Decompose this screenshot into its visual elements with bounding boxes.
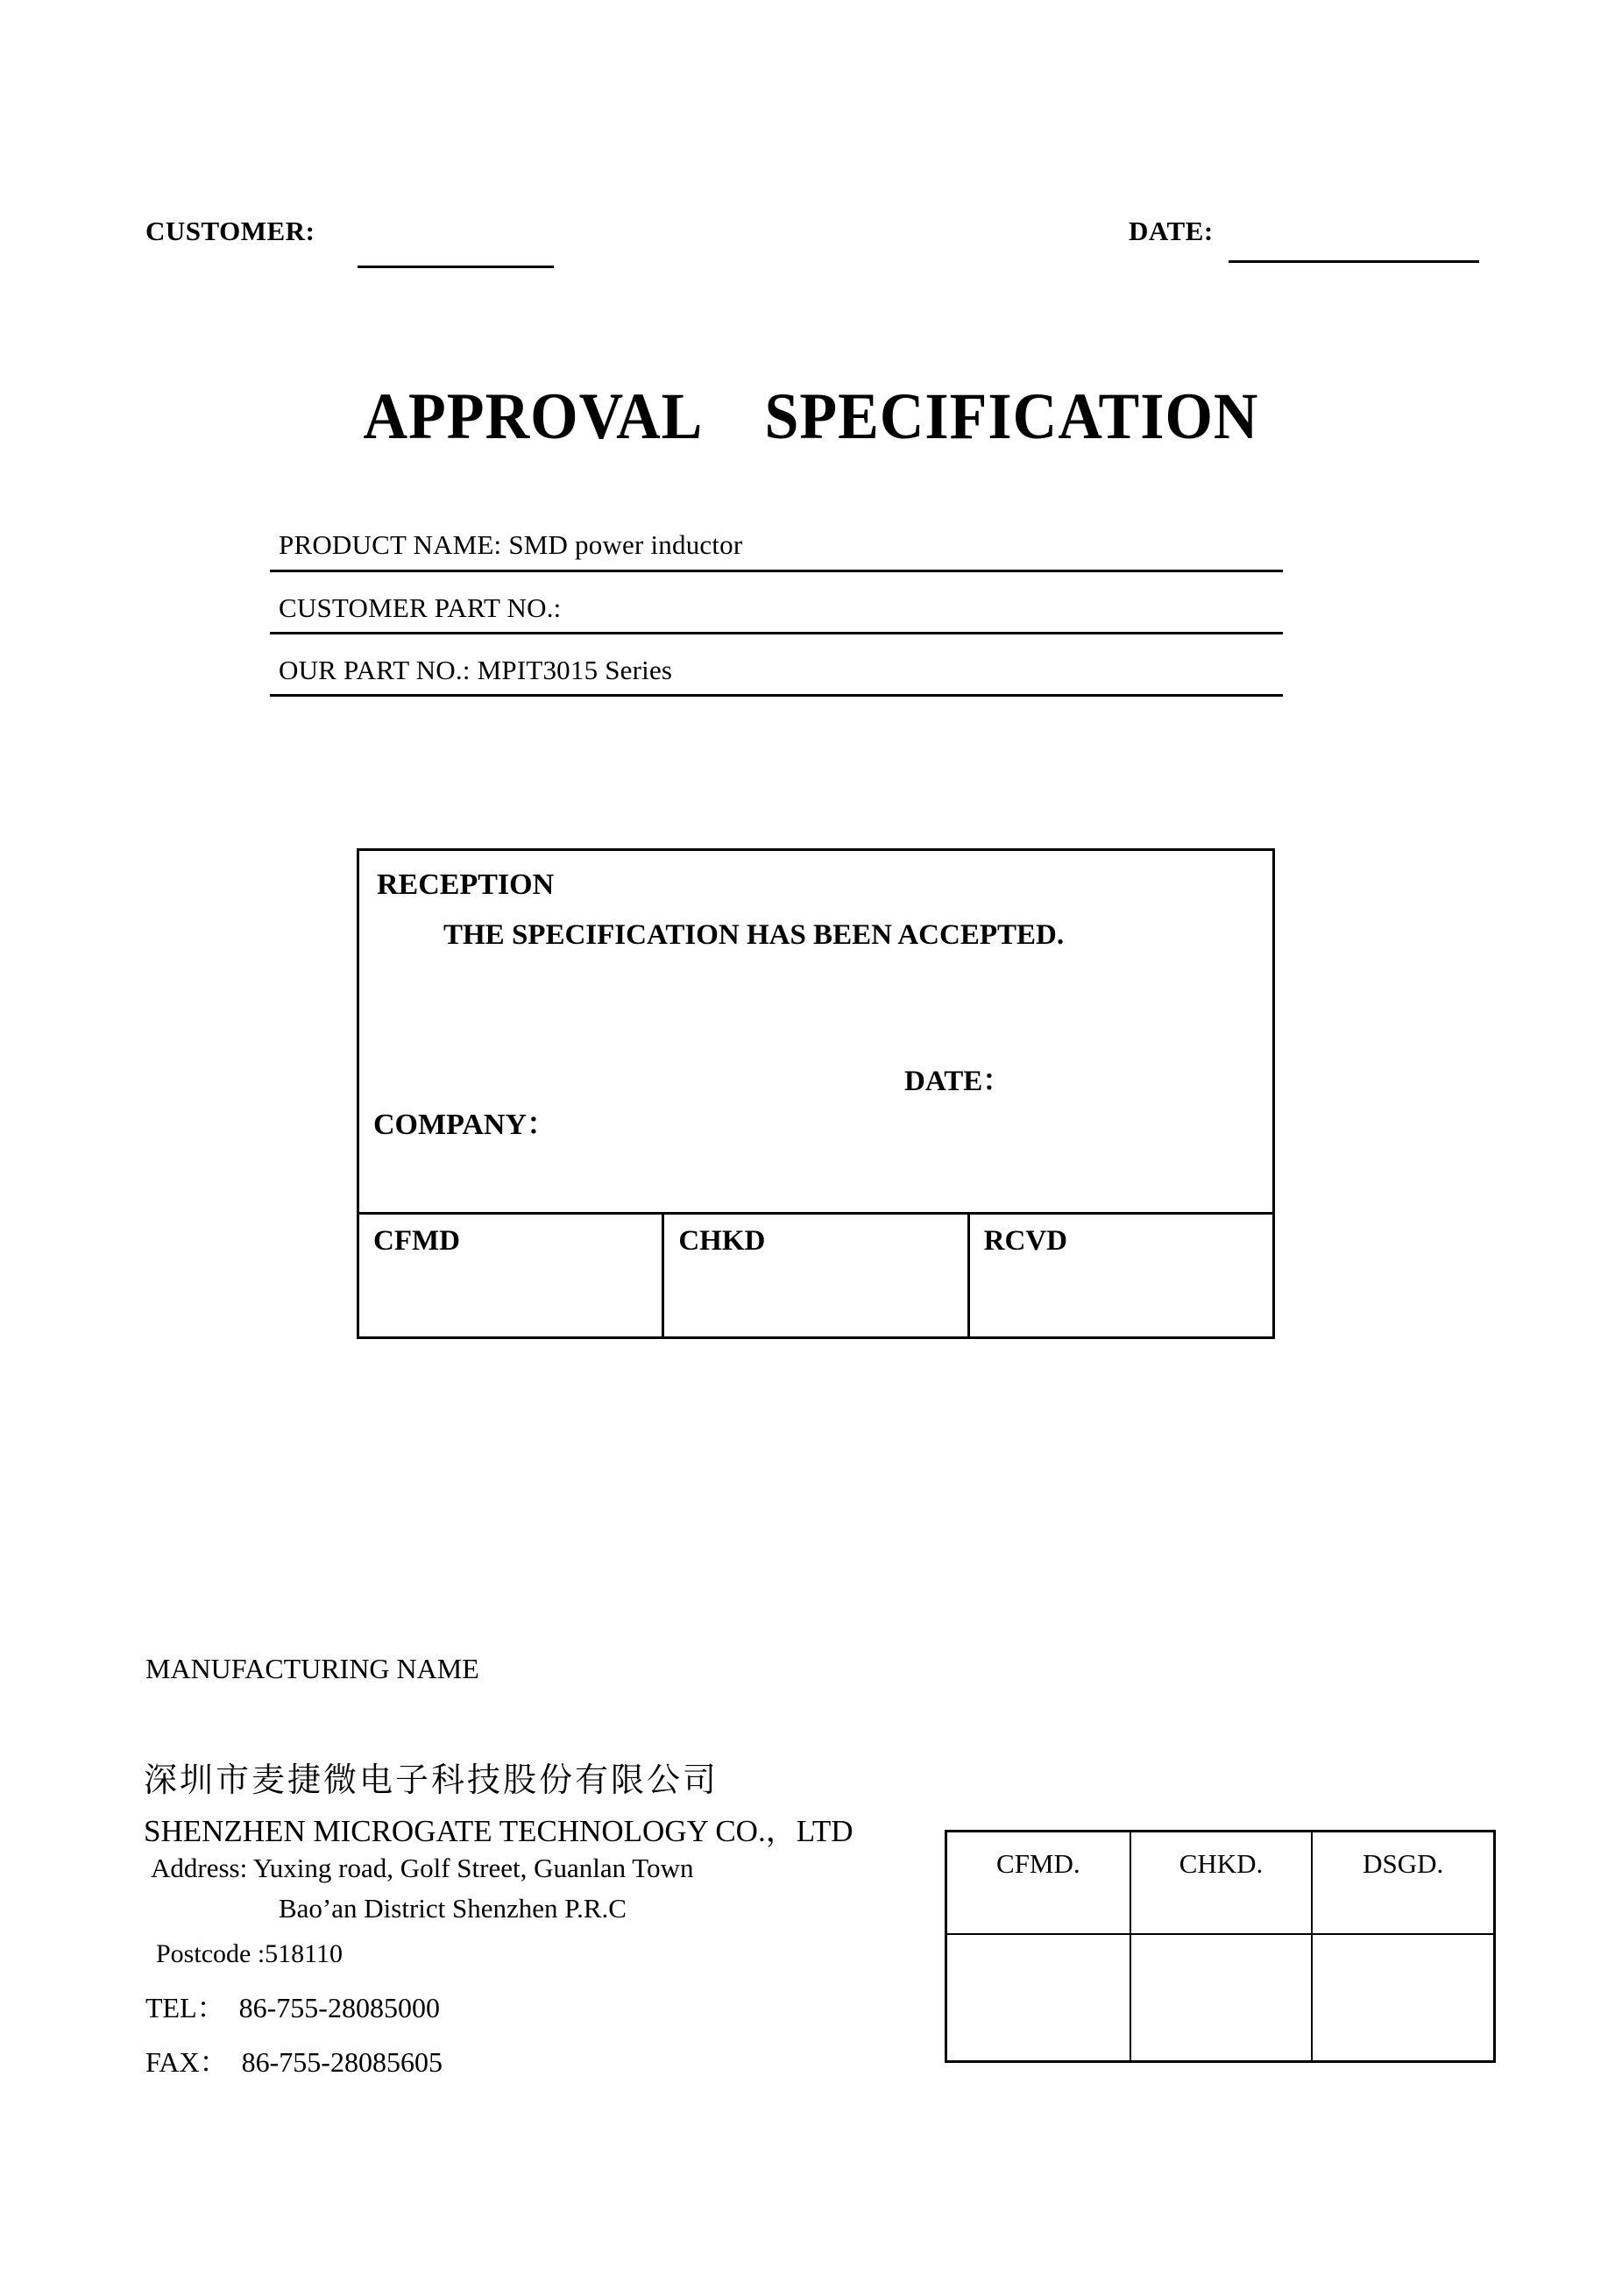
manufacturer-address-line2: Bao’an District Shenzhen P.R.C — [279, 1893, 627, 1924]
reception-sign-row — [359, 1212, 1272, 1336]
date-label: DATE: — [1129, 216, 1214, 246]
manufacturer-address-line1: Address: Yuxing road, Golf Street, Guanlan Town — [151, 1853, 694, 1883]
customer-blank-field — [358, 266, 554, 268]
product-name-row: PRODUCT NAME: SMD power inductor — [279, 529, 743, 560]
manufacturing-name-heading: MANUFACTURING NAME — [145, 1653, 479, 1684]
manufacturer-telephone: TEL： 86-755-28085000 — [145, 1992, 440, 2023]
reception-heading: RECEPTION — [377, 868, 555, 901]
approval-table-blank-cfmd — [947, 1933, 1130, 2060]
approval-table-header-chkd: CHKD. — [1130, 1832, 1312, 1933]
manufacturer-postcode: Postcode :518110 — [156, 1939, 344, 1968]
approval-signature-table — [945, 1830, 1496, 2063]
customer-label: CUSTOMER: — [145, 216, 315, 246]
reception-box — [357, 848, 1275, 1339]
customer-part-no-row: CUSTOMER PART NO.: — [279, 592, 562, 623]
page-title: APPROVAL SPECIFICATION — [363, 379, 1259, 454]
manufacturer-company-name-english: SHENZHEN MICROGATE TECHNOLOGY CO.，LTD — [144, 1814, 853, 1848]
manufacturer-company-name-chinese: 深圳市麦捷微电子科技股份有限公司 — [144, 1762, 719, 1799]
reception-statement: THE SPECIFICATION HAS BEEN ACCEPTED. — [443, 919, 1065, 951]
reception-date-label: DATE： — [904, 1066, 1012, 1097]
approval-table-blank-chkd — [1130, 1933, 1312, 2060]
approval-table-blank-dsgd — [1311, 1933, 1493, 2060]
our-part-no-underline — [270, 694, 1283, 697]
customer-part-no-underline — [270, 632, 1283, 634]
date-blank-field — [1229, 260, 1479, 263]
our-part-no-row: OUR PART NO.: MPIT3015 Series — [279, 655, 673, 685]
reception-rcvd-cell: RCVD — [967, 1215, 1272, 1336]
reception-chkd-cell: CHKD — [662, 1215, 967, 1336]
approval-table-header-dsgd: DSGD. — [1311, 1832, 1493, 1933]
reception-company-label: COMPANY： — [373, 1109, 556, 1141]
manufacturer-fax: FAX： 86-755-28085605 — [145, 2046, 443, 2078]
approval-table-header-cfmd: CFMD. — [996, 1848, 1080, 1879]
product-name-underline — [270, 570, 1283, 572]
reception-cfmd-cell: CFMD — [373, 1225, 460, 1257]
